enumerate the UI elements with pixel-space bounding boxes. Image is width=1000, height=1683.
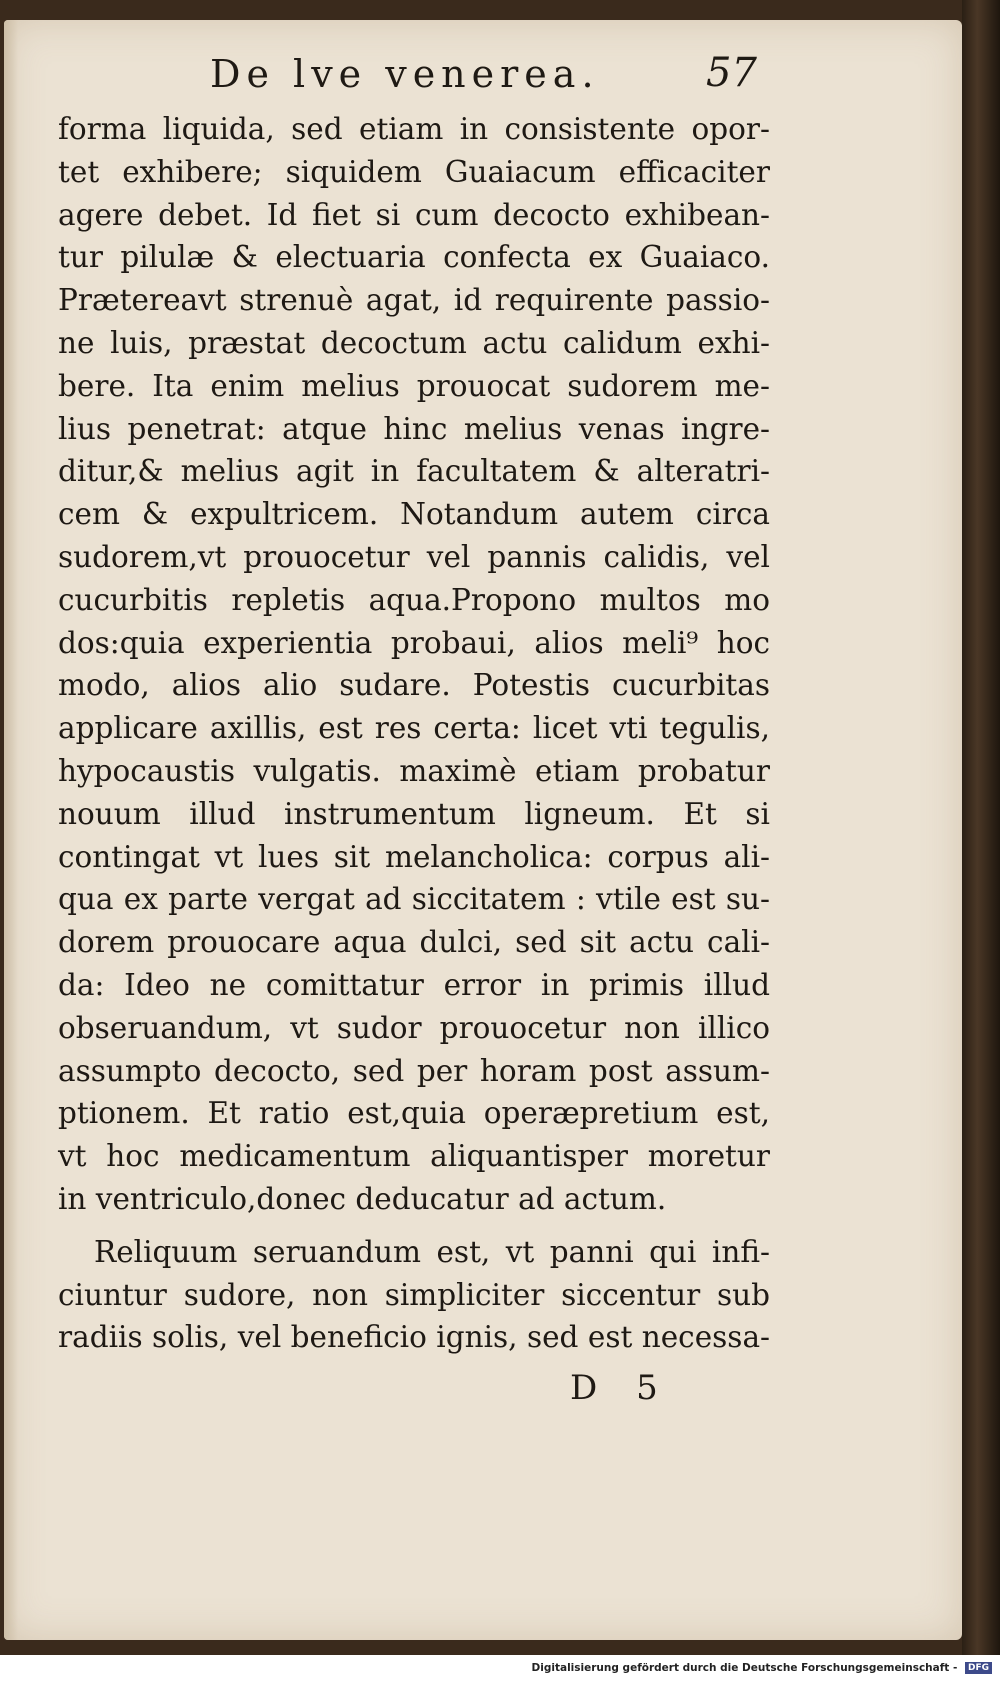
text-line: ne luis, præstat decoctum actu calidum exhi- xyxy=(58,325,770,360)
text-line: nouum illud instrumentum ligneum. Et si xyxy=(58,796,770,831)
signature-mark: D 5 xyxy=(570,1368,658,1408)
text-line: hypocaustis vulgatis. maximè etiam probatur xyxy=(58,753,770,788)
text-line: sudorem,vt prouocetur vel pannis calidis, vel xyxy=(58,539,770,574)
paragraph-gap xyxy=(58,1221,770,1231)
text-line: ditur,& melius agit in facultatem & alteratri- xyxy=(58,454,770,489)
text-line: tet exhibere; siquidem Guaiacum efficaciter xyxy=(58,154,770,189)
text-line: cem & expultricem. Notandum autem circa xyxy=(58,497,770,532)
text-line: obseruandum, vt sudor prouocetur non illico xyxy=(58,1010,770,1045)
text-line: lius penetrat: atque hinc melius venas ingre- xyxy=(58,411,770,446)
book-spine-edge xyxy=(962,0,1000,1655)
text-line: ptionem. Et ratio est,quia operæpretium est, xyxy=(58,1096,770,1131)
page-body xyxy=(58,108,770,1359)
text-line: ciuntur sudore, non simpliciter siccentur sub xyxy=(58,1277,770,1312)
text-line: forma liquida, sed etiam in consistente opor- xyxy=(58,112,770,146)
running-title: De lve venerea. xyxy=(210,52,600,96)
text-line: qua ex parte vergat ad siccitatem : vtile est su- xyxy=(58,882,770,917)
text-line: vt hoc medicamentum aliquantisper moretur xyxy=(58,1139,770,1174)
text-line: in ventriculo,donec deducatur ad actum. xyxy=(58,1181,667,1216)
text-line: Prætereavt strenuè agat, id requirente passio- xyxy=(58,283,770,318)
text-line: cucurbitis repletis aqua.Propono multos mo xyxy=(58,582,770,617)
text-line: applicare axillis, est res certa: licet vti tegulis, xyxy=(58,711,770,746)
text-line: bere. Ita enim melius prouocat sudorem me- xyxy=(58,368,770,403)
text-line: radiis solis, vel beneficio ignis, sed est necessa- xyxy=(58,1320,770,1355)
text-line: modo, alios alio sudare. Potestis cucurbitas xyxy=(58,668,770,703)
text-line: Reliquum seruandum est, vt panni qui infi- xyxy=(94,1234,770,1269)
digitization-credit xyxy=(532,1662,992,1674)
text-line: assumpto decocto, sed per horam post assum- xyxy=(58,1053,770,1088)
text-line: agere debet. Id fiet si cum decocto exhibean- xyxy=(58,197,770,232)
text-line: tur pilulæ & electuaria confecta ex Guaiaco. xyxy=(58,240,770,275)
text-line: contingat vt lues sit melancholica: corpus ali- xyxy=(58,839,770,874)
text-line: dorem prouocare aqua dulci, sed sit actu cali- xyxy=(58,925,770,960)
page-edge-shadow xyxy=(4,20,18,1640)
dfg-logo: DFG xyxy=(965,1662,992,1674)
credit-text: Digitalisierung gefördert durch die Deutsche Forschungsgemeinschaft - xyxy=(531,1662,958,1674)
text-line: da: Ideo ne comittatur error in primis illud xyxy=(58,967,770,1002)
text-line: dos:quia experientia probaui, alios meli⁹ hoc xyxy=(58,625,770,660)
page-number: 57 xyxy=(706,50,757,96)
